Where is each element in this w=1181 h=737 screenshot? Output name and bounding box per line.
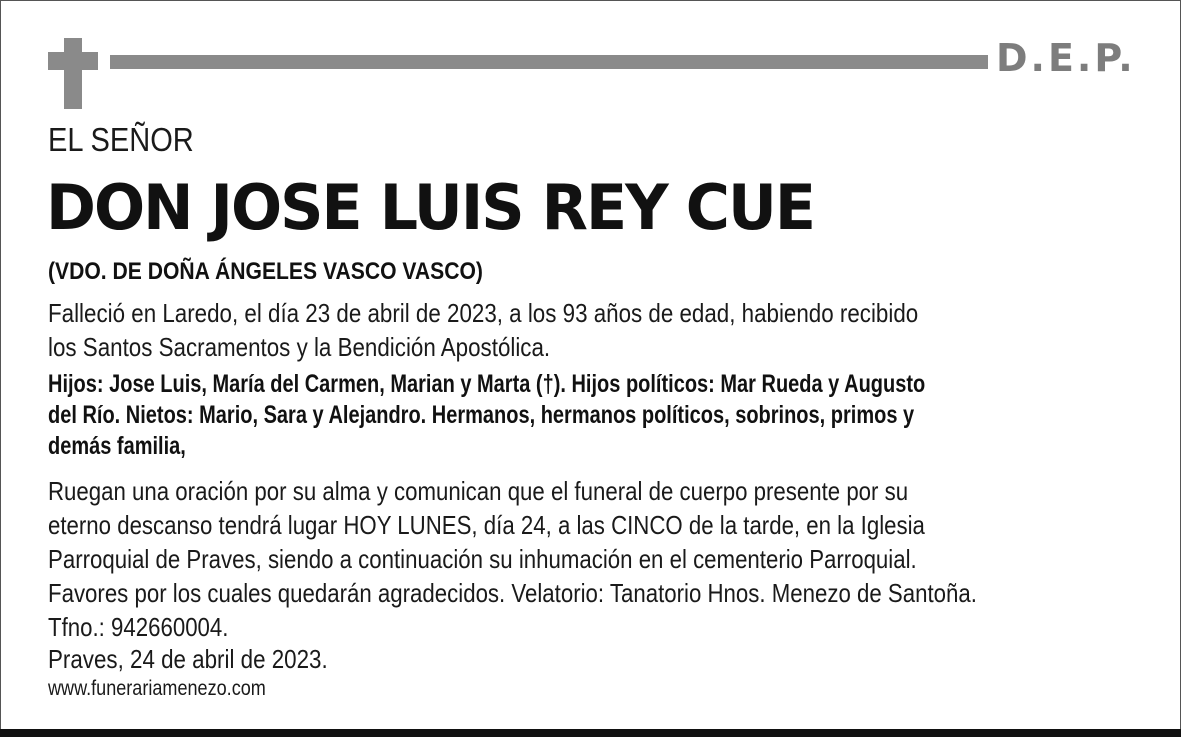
family-line: demás familia, — [48, 432, 186, 460]
death-line: los Santos Sacramentos y la Bendición Apostólica. — [48, 332, 551, 362]
request-line: Tfno.: 942660004. — [48, 612, 229, 642]
cross-icon — [48, 38, 98, 109]
request-line: Parroquial de Praves, siendo a continuación su inhumación en el cementerio Parroquial. — [48, 544, 917, 574]
dep-label: D.E.P. — [996, 36, 1136, 80]
death-paragraph — [48, 296, 918, 364]
place-date: Praves, 24 de abril de 2023. — [48, 644, 328, 674]
family-line: Hijos: Jose Luis, María del Carmen, Marian y Marta (†). Hijos políticos: Mar Rueda y Augusto — [48, 370, 926, 398]
honorific: EL SEÑOR — [48, 121, 194, 158]
request-line: Favores por los cuales quedarán agradecidos. Velatorio: Tanatorio Hnos. Menezo de Santoña. — [48, 578, 977, 608]
request-paragraph — [48, 474, 977, 644]
request-line: Ruegan una oración por su alma y comunican que el funeral de cuerpo presente por su — [48, 476, 909, 506]
deceased-name: DON JOSE LUIS REY CUE — [46, 171, 814, 244]
death-line: Falleció en Laredo, el día 23 de abril de 2023, a los 93 años de edad, habiendo recibido — [48, 298, 919, 328]
family-line: del Río. Nietos: Mario, Sara y Alejandro. Hermanos, hermanos políticos, sobrinos, primos y — [48, 401, 915, 429]
request-line: eterno descanso tendrá lugar HOY LUNES, día 24, a las CINCO de la tarde, en la Iglesia — [48, 510, 925, 540]
widow-of: (VDO. DE DOÑA ÁNGELES VASCO VASCO) — [48, 258, 483, 285]
header-rule — [110, 55, 988, 69]
website-link[interactable]: www.funerariamenezo.com — [48, 677, 266, 700]
bottom-bar — [0, 729, 1181, 737]
family-paragraph — [48, 369, 925, 462]
